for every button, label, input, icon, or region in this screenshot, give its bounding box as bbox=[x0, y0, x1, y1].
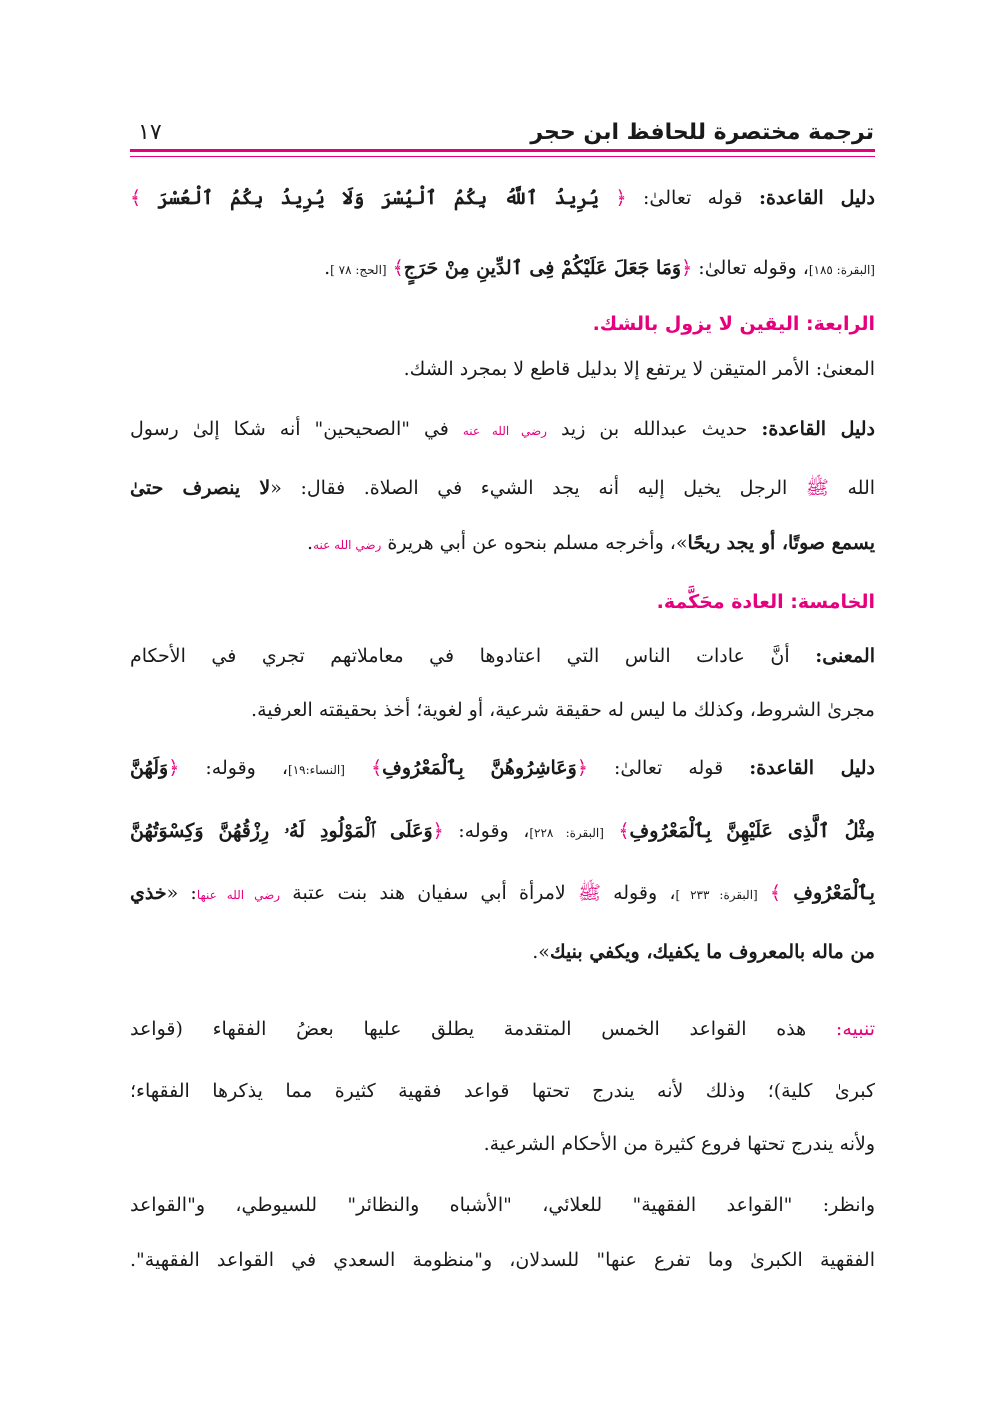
text-run: حديث عبدالله بن زيد bbox=[560, 418, 748, 440]
quran-bracket-close: ﴾ bbox=[130, 187, 142, 209]
text-line: الفقهية الكبرىٰ وما تفرع عنها" للسدلان، و"منظومة السعدي في القواعد الفقهية". bbox=[130, 1249, 875, 1271]
text-run: ، وقوله: bbox=[205, 757, 289, 779]
quran-bracket-close: ﴾ bbox=[618, 820, 630, 842]
text-run: الله bbox=[847, 477, 875, 499]
text-line bbox=[130, 751, 875, 785]
hadith-text: خذي bbox=[130, 882, 167, 904]
text-run: ، وقوله تعالىٰ: bbox=[698, 257, 809, 279]
text-line: المعنىٰ: الأمر المتيقن لا يرتفع إلا بدليل قاطع لا بمجرد الشك. bbox=[403, 358, 875, 380]
text-line: كبرىٰ كلية)؛ وذلك لأنه يندرج تحتها قواعد فقهية كثيرة مما يذكرها الفقهاء؛ bbox=[130, 1080, 875, 1102]
quran-verse: يُرِيدُ ٱللَّهُ بِكُمُ ٱلْيُسْرَ وَلَا يُرِيدُ بِكُمُ ٱلْعُسْرَ bbox=[157, 187, 600, 209]
text-line bbox=[130, 935, 875, 969]
quran-verse: بِٱلْمَعْرُوفِ bbox=[793, 882, 875, 904]
text-run: : « bbox=[166, 882, 197, 904]
text-line: ولأنه يندرج تحتها فروع كثيرة من الأحكام الشرعية. bbox=[483, 1133, 875, 1155]
text-line bbox=[130, 639, 875, 673]
quran-verse: وَعَلَى ٱلْمَوْلُودِ لَهُۥ رِزْقُهُنَّ وَكِسْوَتُهُنَّ bbox=[130, 820, 433, 842]
honorific-glyph: ﷺ bbox=[577, 882, 601, 904]
text-run: قوله تعالىٰ: bbox=[614, 757, 724, 779]
verse-reference: [النساء:١٩] bbox=[288, 763, 345, 777]
quran-bracket-open: ﴿ bbox=[576, 757, 588, 779]
text-run: . bbox=[307, 532, 314, 554]
text-run: ». bbox=[532, 941, 550, 963]
quran-bracket-close: ﴾ bbox=[769, 882, 782, 904]
section-heading: الرابعة: اليقين لا يزول بالشك. bbox=[592, 313, 875, 335]
text-run: قوله تعالىٰ: bbox=[643, 187, 743, 209]
verse-reference: [البقرة: ٢٢٨] bbox=[529, 826, 604, 840]
text-line bbox=[130, 876, 875, 910]
quran-verse: وَلَهُنَّ bbox=[130, 757, 169, 779]
text-run: »، وأخرجه مسلم بنحوه عن أبي هريرة bbox=[387, 532, 688, 554]
quran-verse: وَمَا جَعَلَ عَلَيْكُمْ فِى ٱلدِّينِ مِنْ حَرَجٍ bbox=[403, 257, 682, 279]
quran-verse: مِثْلُ ٱلَّذِى عَلَيْهِنَّ بِٱلْمَعْرُوفِ bbox=[629, 820, 875, 842]
quran-bracket-close: ﴾ bbox=[392, 257, 404, 279]
running-header-title: ترجمة مختصرة للحافظ ابن حجر bbox=[530, 120, 874, 145]
quran-bracket-open: ﴿ bbox=[615, 187, 627, 209]
note-label: تنبيه: bbox=[835, 1018, 875, 1040]
quran-bracket-open: ﴿ bbox=[681, 257, 693, 279]
text-line bbox=[130, 814, 875, 848]
verse-reference: [البقرة: ١٨٥] bbox=[808, 263, 875, 277]
text-run: الرجل يخيل إليه أنه يجد الشيء في الصلاة. فقال: « bbox=[270, 477, 788, 499]
honorific-glyph: رضي الله عنها bbox=[196, 888, 281, 902]
header-rule-thick bbox=[130, 149, 875, 152]
hadith-text: لا ينصرف حتىٰ bbox=[130, 477, 271, 499]
text-line bbox=[130, 181, 875, 215]
quran-bracket-close: ﴾ bbox=[370, 757, 383, 779]
verse-reference: [البقرة: ٢٣٣ ] bbox=[675, 888, 758, 902]
section-heading: الخامسة: العادة محَكَّمة. bbox=[656, 591, 875, 613]
text-line: مجرىٰ الشروط، وكذلك ما ليس له حقيقة شرعية، أو لغوية؛ أخذ بحقيقته العرفية. bbox=[251, 699, 875, 721]
honorific-glyph: ﷺ bbox=[805, 477, 829, 499]
meaning-label: المعنى: bbox=[815, 645, 875, 667]
text-line bbox=[130, 251, 875, 285]
rule-evidence-label: دليل القاعدة: bbox=[749, 757, 875, 779]
text-run: لامرأة أبي سفيان هند بنت عتبة bbox=[292, 882, 566, 904]
text-line: وانظر: "القواعد الفقهية" للعلائي، "الأشباه والنظائر" للسيوطي، و"القواعد bbox=[130, 1194, 875, 1216]
header-rule-thin bbox=[130, 156, 875, 157]
hadith-text: يسمع صوتًا، أو يجد ريحًا bbox=[687, 532, 875, 554]
text-run: ، وقوله bbox=[613, 882, 676, 904]
honorific-glyph: رضي الله عنه bbox=[462, 424, 547, 438]
verse-reference: [الحج: ٧٨ ] bbox=[330, 263, 387, 277]
quran-bracket-open: ﴿ bbox=[168, 757, 180, 779]
text-line bbox=[130, 471, 875, 505]
text-run: ، وقوله: bbox=[458, 820, 530, 842]
text-line bbox=[130, 526, 875, 560]
rule-evidence-label: دليل القاعدة: bbox=[758, 187, 875, 209]
text-run: . bbox=[324, 257, 331, 279]
rule-evidence-label: دليل القاعدة: bbox=[761, 418, 875, 440]
page-number: ١٧ bbox=[138, 120, 162, 145]
text-line bbox=[130, 1012, 875, 1046]
text-line bbox=[130, 412, 875, 446]
hadith-text: من ماله بالمعروف ما يكفيك، ويكفي بنيك bbox=[549, 941, 875, 963]
quran-verse: وَعَاشِرُوهُنَّ بِٱلْمَعْرُوفِ bbox=[382, 757, 577, 779]
quran-bracket-open: ﴿ bbox=[432, 820, 444, 842]
text-run: هذه القواعد الخمس المتقدمة يطلق عليها بعضُ الفقهاء (قواعد bbox=[130, 1018, 807, 1040]
honorific-glyph: رضي الله عنه bbox=[313, 538, 382, 552]
text-run: في "الصحيحين" أنه شكا إلىٰ رسول bbox=[130, 418, 449, 440]
text-run: أنَّ عادات الناس التي اعتادوها في معاملاتهم تجري في الأحكام bbox=[130, 645, 790, 667]
